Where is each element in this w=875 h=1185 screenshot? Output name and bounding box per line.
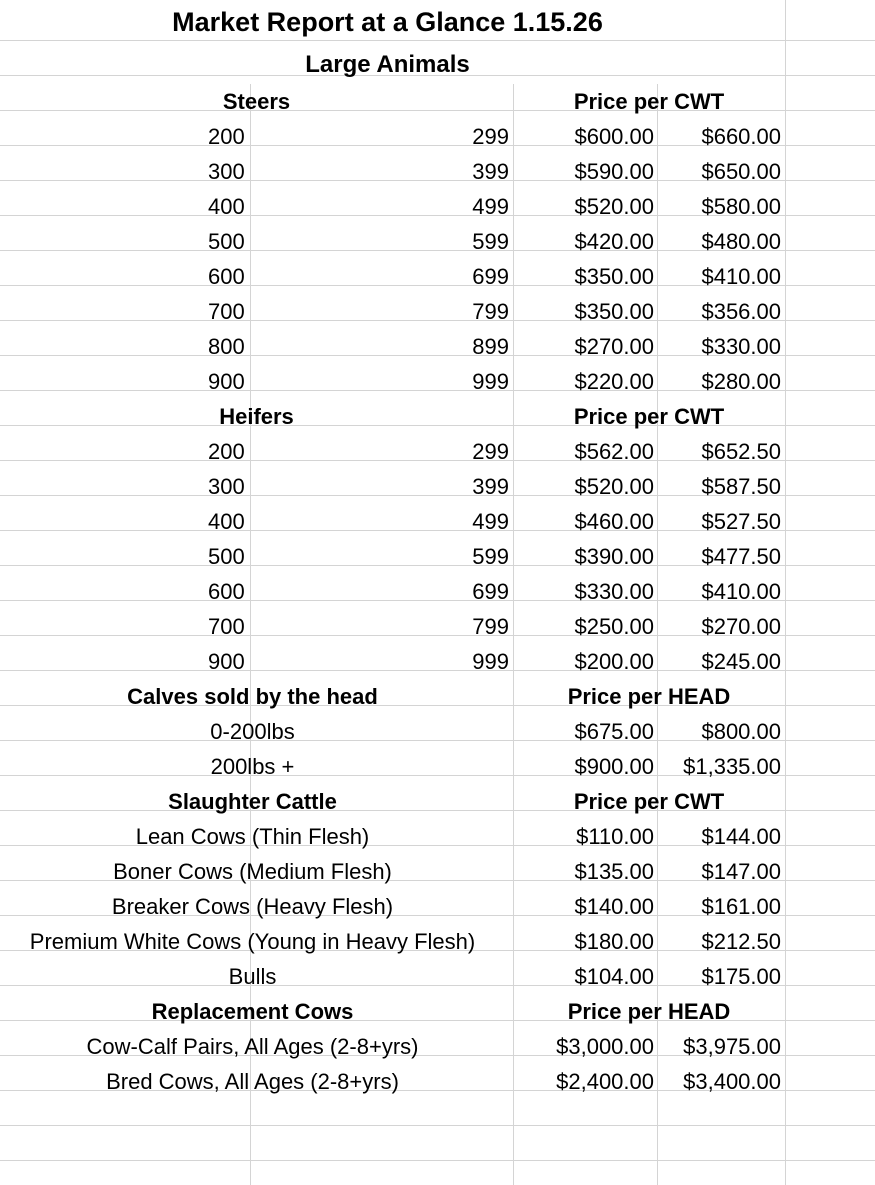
weight-to: 799 (472, 614, 509, 639)
price-high: $800.00 (701, 719, 781, 744)
price-low: $220.00 (574, 369, 654, 394)
weight-to: 299 (472, 439, 509, 464)
price-high: $3,400.00 (683, 1069, 781, 1094)
price-high: $410.00 (701, 579, 781, 604)
price-header: Price per CWT (573, 89, 725, 114)
row-label: Bulls (228, 964, 277, 989)
price-low: $520.00 (574, 474, 654, 499)
gridline-h (0, 1125, 875, 1126)
price-low: $600.00 (574, 124, 654, 149)
price-high: $3,975.00 (683, 1034, 781, 1059)
price-low: $140.00 (574, 894, 654, 919)
price-high: $270.00 (701, 614, 781, 639)
weight-from: 400 (208, 194, 245, 219)
price-high: $147.00 (701, 859, 781, 884)
row-label: Boner Cows (Medium Flesh) (113, 859, 392, 884)
weight-to: 499 (472, 509, 509, 534)
weight-to: 699 (472, 264, 509, 289)
row-label: Cow-Calf Pairs, All Ages (2-8+yrs) (86, 1034, 419, 1059)
weight-from: 600 (208, 264, 245, 289)
section-header: Replacement Cows (151, 999, 354, 1024)
price-header: Price per HEAD (567, 999, 731, 1024)
price-low: $2,400.00 (556, 1069, 654, 1094)
price-high: $144.00 (701, 824, 781, 849)
price-header: Price per CWT (573, 404, 725, 429)
price-high: $477.50 (701, 544, 781, 569)
price-low: $350.00 (574, 299, 654, 324)
weight-from: 500 (208, 229, 245, 254)
price-low: $562.00 (574, 439, 654, 464)
price-high: $652.50 (701, 439, 781, 464)
gridline-h (0, 1160, 875, 1161)
section-header: Calves sold by the head (127, 684, 378, 709)
price-header: Price per HEAD (567, 684, 731, 709)
price-low: $460.00 (574, 509, 654, 534)
weight-from: 600 (208, 579, 245, 604)
row-label: Bred Cows, All Ages (2-8+yrs) (106, 1069, 399, 1094)
price-high: $280.00 (701, 369, 781, 394)
row-label: Lean Cows (Thin Flesh) (135, 824, 370, 849)
price-high: $1,335.00 (683, 754, 781, 779)
price-low: $900.00 (574, 754, 654, 779)
price-high: $480.00 (701, 229, 781, 254)
weight-from: 300 (208, 474, 245, 499)
price-low: $250.00 (574, 614, 654, 639)
price-high: $660.00 (701, 124, 781, 149)
weight-to: 999 (472, 649, 509, 674)
row-label: 0-200lbs (210, 719, 295, 744)
weight-to: 399 (472, 474, 509, 499)
weight-to: 699 (472, 579, 509, 604)
weight-from: 200 (208, 439, 245, 464)
weight-from: 700 (208, 614, 245, 639)
gridline-h (0, 40, 875, 41)
weight-from: 200 (208, 124, 245, 149)
price-high: $580.00 (701, 194, 781, 219)
price-low: $3,000.00 (556, 1034, 654, 1059)
price-high: $587.50 (701, 474, 781, 499)
weight-to: 599 (472, 544, 509, 569)
price-low: $110.00 (576, 824, 654, 849)
price-low: $200.00 (574, 649, 654, 674)
price-low: $350.00 (574, 264, 654, 289)
price-low: $270.00 (574, 334, 654, 359)
row-label: 200lbs + (210, 754, 295, 779)
price-low: $390.00 (574, 544, 654, 569)
weight-from: 500 (208, 544, 245, 569)
price-high: $245.00 (701, 649, 781, 674)
price-low: $135.00 (574, 859, 654, 884)
price-header: Price per CWT (573, 789, 725, 814)
weight-from: 700 (208, 299, 245, 324)
price-low: $104.00 (574, 964, 654, 989)
price-low: $590.00 (574, 159, 654, 184)
section-header: Steers (222, 89, 291, 114)
price-low: $180.00 (574, 929, 654, 954)
weight-from: 300 (208, 159, 245, 184)
section-header: Heifers (219, 404, 294, 429)
weight-from: 900 (208, 649, 245, 674)
price-high: $212.50 (701, 929, 781, 954)
price-high: $175.00 (701, 964, 781, 989)
price-low: $520.00 (574, 194, 654, 219)
row-label: Breaker Cows (Heavy Flesh) (111, 894, 394, 919)
price-low: $330.00 (574, 579, 654, 604)
gridline-v (785, 0, 786, 1185)
weight-from: 400 (208, 509, 245, 534)
weight-from: 800 (208, 334, 245, 359)
price-high: $650.00 (701, 159, 781, 184)
price-high: $330.00 (701, 334, 781, 359)
price-high: $527.50 (701, 509, 781, 534)
price-high: $356.00 (701, 299, 781, 324)
report-title: Market Report at a Glance 1.15.26 (172, 7, 603, 37)
weight-from: 900 (208, 369, 245, 394)
price-low: $420.00 (574, 229, 654, 254)
row-label: Premium White Cows (Young in Heavy Flesh) (29, 929, 476, 954)
weight-to: 599 (472, 229, 509, 254)
weight-to: 899 (472, 334, 509, 359)
weight-to: 999 (472, 369, 509, 394)
weight-to: 399 (472, 159, 509, 184)
price-low: $675.00 (574, 719, 654, 744)
report-subtitle: Large Animals (305, 51, 470, 78)
section-header: Slaughter Cattle (168, 789, 337, 814)
price-high: $161.00 (701, 894, 781, 919)
weight-to: 499 (472, 194, 509, 219)
weight-to: 799 (472, 299, 509, 324)
price-high: $410.00 (701, 264, 781, 289)
weight-to: 299 (472, 124, 509, 149)
